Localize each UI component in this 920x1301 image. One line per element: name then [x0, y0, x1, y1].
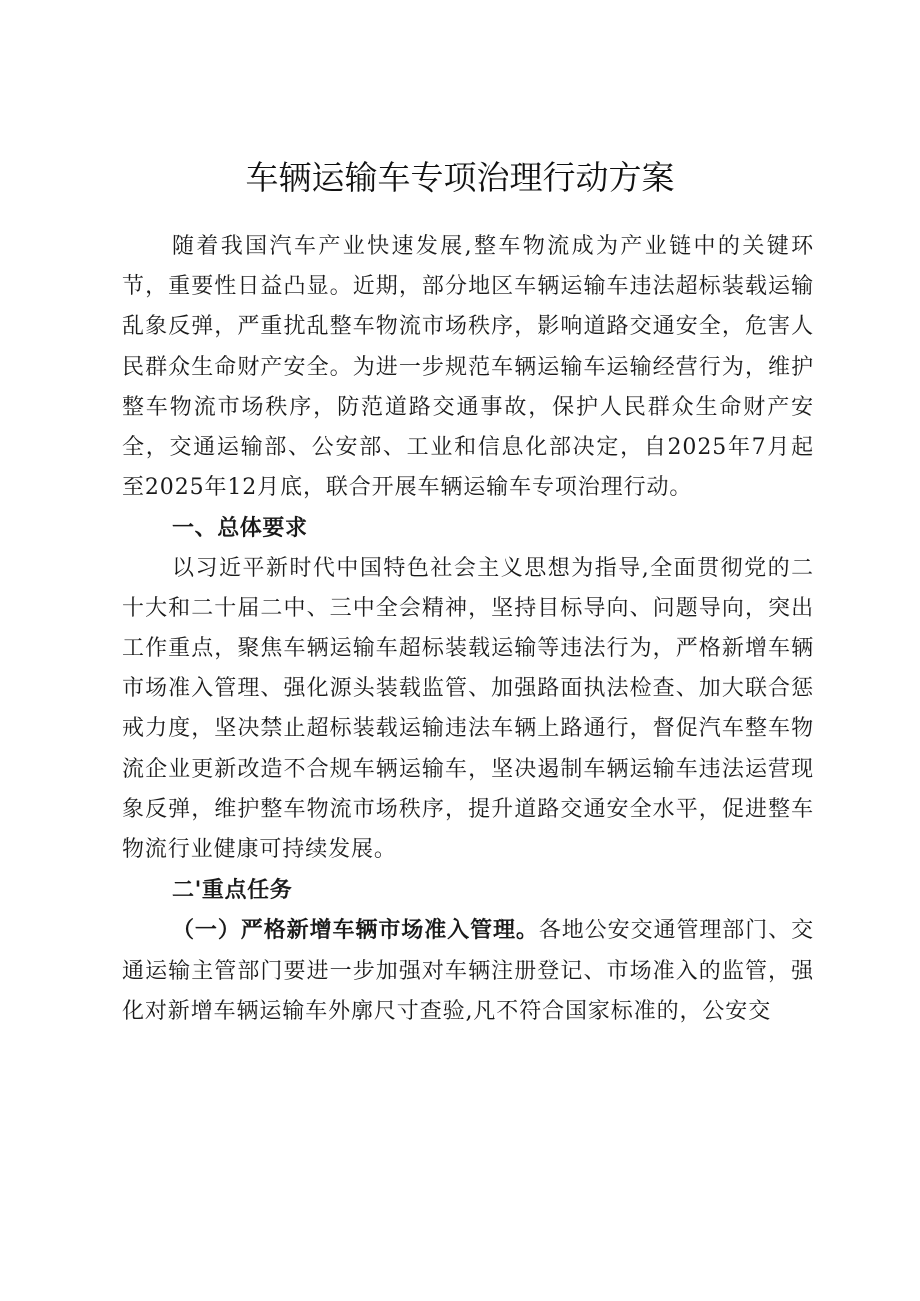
task-one-body: 各地公安交通管理部门、交通运输主管部门要进一步加强对车辆注册登记、市场准入的监管，强化对新增车辆运输车外廓尺寸查验,凡不符合国家标准的，公安交 — [122, 918, 814, 1024]
document-body — [122, 227, 814, 1032]
section-heading-key-tasks: 二'重点任务 — [172, 877, 293, 904]
task-one-paragraph — [122, 910, 814, 1032]
section-heading-general-requirements: 一、总体要求 — [172, 515, 308, 542]
document-title: 车辆运输车专项治理行动方案 — [245, 158, 675, 197]
task-one-lead: （一）严格新增车辆市场准入管理。 — [172, 917, 539, 944]
intro-paragraph: 随着我国汽车产业快速发展,整车物流成为产业链中的关键环节，重要性日益凸显。近期，部分地区车辆运输车违法超标装载运输乱象反弹，严重扰乱整车物流市场秩序，影响道路交通安全，危害人民群众生命财产安全。为进一步规范车辆运输车运输经营行为，维护整车物流市场秩序，防范道路交通事故，保护人民群众生命财产安全，交通运输部、公安部、工业和信息化部决定，自2025年7月起至2025年12月底，联合开展车辆运输车专项治理行动。 — [122, 234, 814, 501]
general-requirements-paragraph: 以习近平新时代中国特色社会主义思想为指导,全面贯彻党的二十大和二十届二中、三中全会精神，坚持目标导向、问题导向，突出工作重点，聚焦车辆运输车超标装载运输等违法行为，严格新增车辆市场准入管理、强化源头装载监管、加强路面执法检查、加大联合惩戒力度，坚决禁止超标装载运输违法车辆上路通行，督促汽车整车物流企业更新改造不合规车辆运输车，坚决遏制车辆运输车违法运营现象反弹，维护整车物流市场秩序，提升道路交通安全水平，促进整车物流行业健康可持续发展。 — [122, 555, 814, 863]
